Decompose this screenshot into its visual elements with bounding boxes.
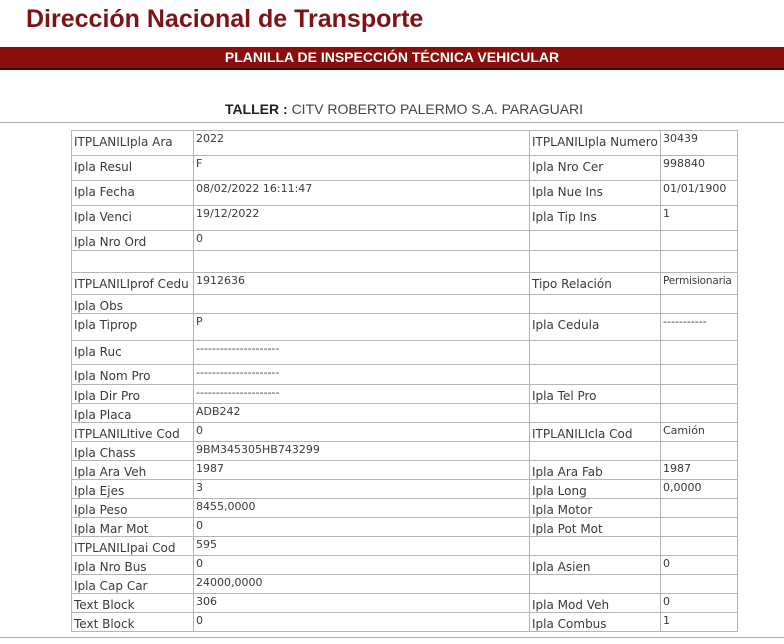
field-value: 2022 bbox=[194, 131, 530, 156]
field-value bbox=[661, 575, 738, 594]
field-value: 8455,0000 bbox=[194, 499, 530, 518]
field-value: --------------------- bbox=[194, 365, 530, 385]
field-value: 1 bbox=[661, 206, 738, 231]
field-label: ITPLANILIcla Cod bbox=[530, 423, 661, 442]
field-value bbox=[661, 404, 738, 423]
field-label: ITPLANILIpai Cod bbox=[72, 537, 194, 556]
table-row bbox=[72, 251, 738, 273]
field-value bbox=[661, 295, 738, 314]
table-row bbox=[72, 594, 738, 613]
divider-top bbox=[0, 122, 784, 123]
table-row bbox=[72, 480, 738, 499]
taller-label: TALLER : bbox=[224, 101, 288, 117]
field-value bbox=[661, 251, 738, 273]
field-label: Ipla Ruc bbox=[72, 341, 194, 365]
field-value: 08/02/2022 16:11:47 bbox=[194, 181, 530, 206]
table-row bbox=[72, 156, 738, 181]
table-row bbox=[72, 295, 738, 314]
field-label: Ipla Tip Ins bbox=[530, 206, 661, 231]
field-value bbox=[661, 442, 738, 461]
field-label: Ipla Nro Ord bbox=[72, 231, 194, 251]
field-value bbox=[661, 499, 738, 518]
field-label: ITPLANILIpla Numero bbox=[530, 131, 661, 156]
field-label: Tipo Relación bbox=[530, 273, 661, 295]
field-label: Ipla Ejes bbox=[72, 480, 194, 499]
field-label: Ipla Mar Mot bbox=[72, 518, 194, 537]
table-row bbox=[72, 537, 738, 556]
field-label: ITPLANILItive Cod bbox=[72, 423, 194, 442]
field-value: 0 bbox=[194, 423, 530, 442]
field-value bbox=[661, 365, 738, 385]
taller-value: CITV ROBERTO PALERMO S.A. PARAGUARI bbox=[291, 101, 584, 117]
field-label: Ipla Resul bbox=[72, 156, 194, 181]
table-row bbox=[72, 499, 738, 518]
field-label bbox=[530, 295, 661, 314]
table-row bbox=[72, 385, 738, 404]
field-label bbox=[530, 365, 661, 385]
table-row bbox=[72, 273, 738, 295]
field-value bbox=[661, 518, 738, 537]
field-label: Ipla Venci bbox=[72, 206, 194, 231]
field-value: Permisionaria bbox=[661, 273, 738, 295]
field-label bbox=[530, 537, 661, 556]
field-label bbox=[530, 575, 661, 594]
field-value: 0 bbox=[194, 518, 530, 537]
field-label bbox=[530, 404, 661, 423]
field-value: 19/12/2022 bbox=[194, 206, 530, 231]
field-label: ITPLANILIprof Cedu bbox=[72, 273, 194, 295]
field-value bbox=[661, 385, 738, 404]
field-value bbox=[661, 341, 738, 365]
field-value: 30439 bbox=[661, 131, 738, 156]
field-value: 1912636 bbox=[194, 273, 530, 295]
form-banner: PLANILLA DE INSPECCIÓN TÉCNICA VEHICULAR bbox=[0, 47, 784, 70]
field-label bbox=[72, 251, 194, 273]
page-title: Dirección Nacional de Transporte bbox=[26, 5, 424, 33]
field-label: Ipla Chass bbox=[72, 442, 194, 461]
field-label: Ipla Asien bbox=[530, 556, 661, 575]
field-label: Ipla Placa bbox=[72, 404, 194, 423]
field-label: Ipla Dir Pro bbox=[72, 385, 194, 404]
table-row bbox=[72, 231, 738, 251]
field-label: Text Block bbox=[72, 613, 194, 632]
table-row bbox=[72, 365, 738, 385]
field-label bbox=[530, 231, 661, 251]
field-value: 595 bbox=[194, 537, 530, 556]
field-label: Ipla Cedula bbox=[530, 314, 661, 341]
field-label: Ipla Nom Pro bbox=[72, 365, 194, 385]
field-value: 0 bbox=[661, 594, 738, 613]
field-value: ----------- bbox=[661, 314, 738, 341]
field-value bbox=[661, 231, 738, 251]
field-label: Ipla Ara Veh bbox=[72, 461, 194, 480]
field-value: 0 bbox=[194, 613, 530, 632]
field-label: Ipla Mod Veh bbox=[530, 594, 661, 613]
field-label: Ipla Nro Cer bbox=[530, 156, 661, 181]
table-row bbox=[72, 131, 738, 156]
table-row bbox=[72, 404, 738, 423]
field-label: Ipla Cap Car bbox=[72, 575, 194, 594]
field-value: 306 bbox=[194, 594, 530, 613]
field-label: Ipla Combus bbox=[530, 613, 661, 632]
field-label: Text Block bbox=[72, 594, 194, 613]
field-value: 1987 bbox=[661, 461, 738, 480]
field-label: Ipla Peso bbox=[72, 499, 194, 518]
field-value: 9BM345305HB743299 bbox=[194, 442, 530, 461]
table-row bbox=[72, 314, 738, 341]
table-row bbox=[72, 461, 738, 480]
field-value: Camión bbox=[661, 423, 738, 442]
field-value: --------------------- bbox=[194, 341, 530, 365]
field-label: Ipla Pot Mot bbox=[530, 518, 661, 537]
field-label: Ipla Obs bbox=[72, 295, 194, 314]
field-label: Ipla Long bbox=[530, 480, 661, 499]
table-row bbox=[72, 442, 738, 461]
field-value: 0 bbox=[194, 556, 530, 575]
field-value: 01/01/1900 bbox=[661, 181, 738, 206]
field-label: ITPLANILIpla Ara bbox=[72, 131, 194, 156]
table-row bbox=[72, 206, 738, 231]
field-label: Ipla Nue Ins bbox=[530, 181, 661, 206]
table-row bbox=[72, 613, 738, 632]
divider-bottom bbox=[0, 637, 784, 638]
table-row bbox=[72, 423, 738, 442]
field-label bbox=[530, 442, 661, 461]
field-value bbox=[194, 251, 530, 273]
field-value: P bbox=[194, 314, 530, 341]
field-value: 0 bbox=[661, 556, 738, 575]
table-row bbox=[72, 556, 738, 575]
field-label: Ipla Motor bbox=[530, 499, 661, 518]
field-label bbox=[530, 341, 661, 365]
field-value: 3 bbox=[194, 480, 530, 499]
field-value bbox=[194, 295, 530, 314]
field-label: Ipla Tiprop bbox=[72, 314, 194, 341]
field-value: 998840 bbox=[661, 156, 738, 181]
field-label: Ipla Nro Bus bbox=[72, 556, 194, 575]
field-label bbox=[530, 251, 661, 273]
field-label: Ipla Fecha bbox=[72, 181, 194, 206]
field-value: 1987 bbox=[194, 461, 530, 480]
field-label: Ipla Ara Fab bbox=[530, 461, 661, 480]
inspection-table bbox=[71, 130, 738, 632]
field-value: 0 bbox=[194, 231, 530, 251]
field-value: 0,0000 bbox=[661, 480, 738, 499]
table-row bbox=[72, 341, 738, 365]
field-value: F bbox=[194, 156, 530, 181]
field-value bbox=[661, 537, 738, 556]
table-row bbox=[72, 181, 738, 206]
field-value: 24000,0000 bbox=[194, 575, 530, 594]
field-value: 1 bbox=[661, 613, 738, 632]
field-value: ADB242 bbox=[194, 404, 530, 423]
taller-line bbox=[0, 101, 784, 117]
table-row bbox=[72, 518, 738, 537]
field-label: Ipla Tel Pro bbox=[530, 385, 661, 404]
table-row bbox=[72, 575, 738, 594]
field-value: --------------------- bbox=[194, 385, 530, 404]
